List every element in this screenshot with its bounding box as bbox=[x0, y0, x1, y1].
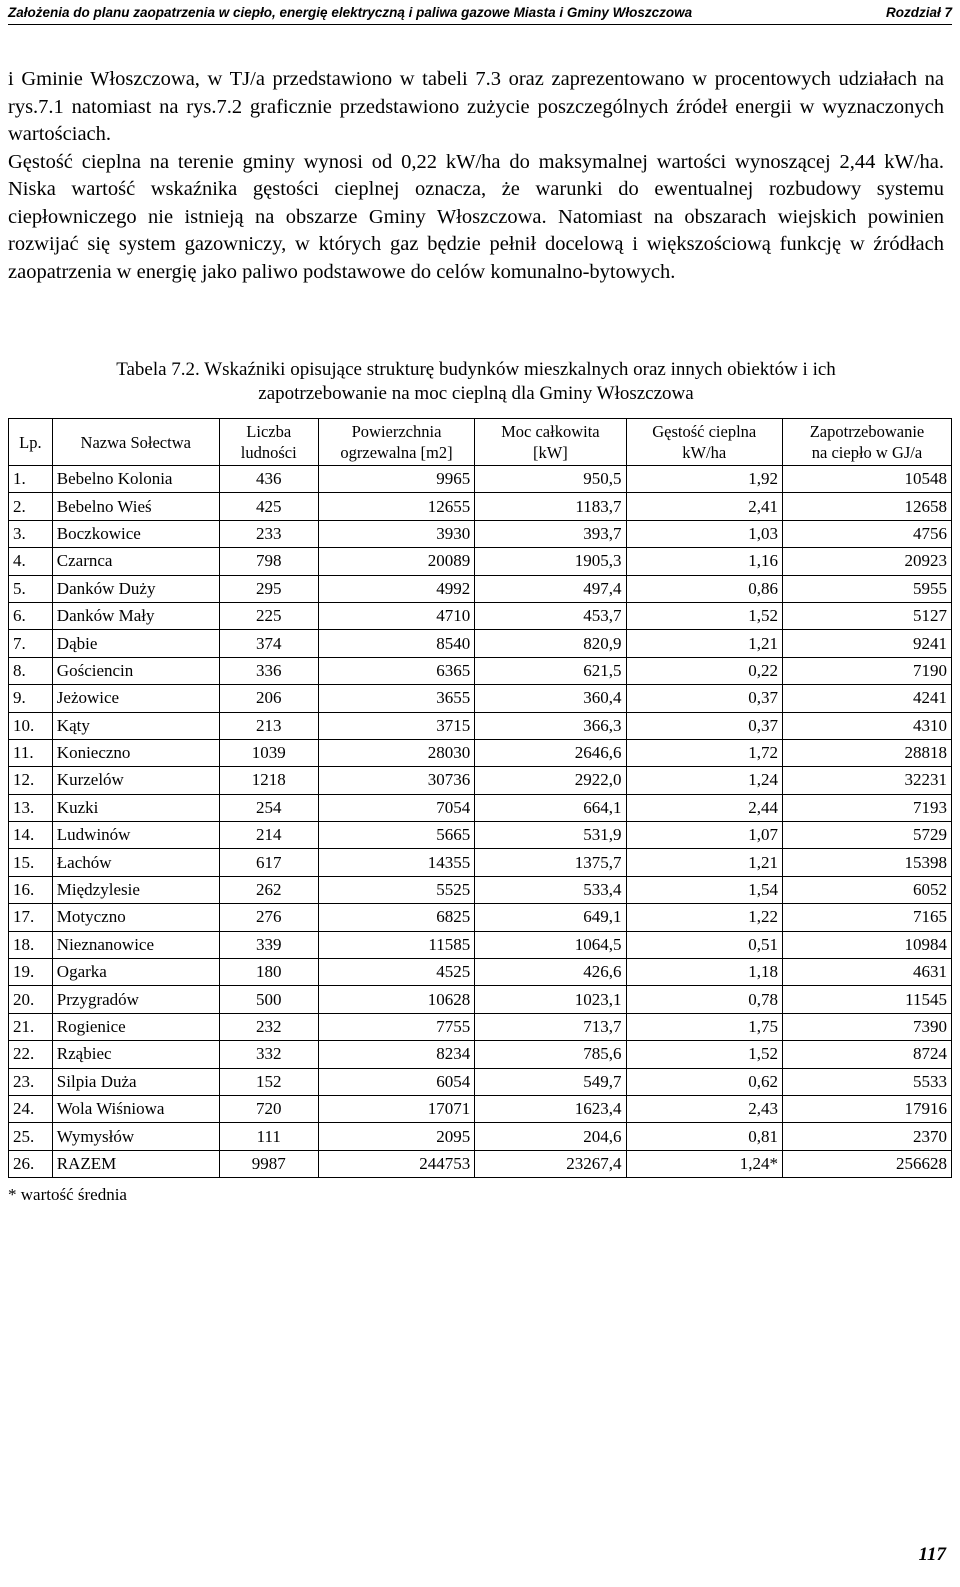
cell-density: 1,16 bbox=[626, 548, 782, 575]
table-row bbox=[9, 959, 952, 986]
table-row bbox=[9, 876, 952, 903]
cell-lp: 16. bbox=[9, 876, 53, 903]
header-power-line1: Moc całkowita bbox=[501, 422, 600, 441]
cell-demand: 10548 bbox=[782, 466, 951, 493]
caption-line: Tabela 7.2. Wskaźniki opisujące strukturę budynków mieszkalnych oraz innych obiektów i ich bbox=[116, 359, 836, 380]
header-lp-label: Lp. bbox=[19, 432, 42, 452]
cell-name: Silpia Duża bbox=[52, 1068, 219, 1095]
table-row bbox=[9, 931, 952, 958]
cell-name: Danków Mały bbox=[52, 602, 219, 629]
cell-demand: 2370 bbox=[782, 1123, 951, 1150]
cell-area: 5665 bbox=[318, 822, 474, 849]
cell-name: Motyczno bbox=[52, 904, 219, 931]
cell-population: 206 bbox=[219, 685, 318, 712]
header-power bbox=[475, 419, 626, 466]
cell-population: 798 bbox=[219, 548, 318, 575]
header-name-label: Nazwa Sołectwa bbox=[80, 432, 191, 452]
table-row bbox=[9, 575, 952, 602]
cell-demand: 4756 bbox=[782, 520, 951, 547]
cell-density: 0,51 bbox=[626, 931, 782, 958]
header-area-line1: Powierzchnia bbox=[351, 422, 442, 441]
header-area bbox=[318, 419, 474, 466]
cell-lp: 26. bbox=[9, 1150, 53, 1177]
cell-lp: 21. bbox=[9, 1013, 53, 1040]
cell-lp: 15. bbox=[9, 849, 53, 876]
cell-area: 8234 bbox=[318, 1041, 474, 1068]
cell-lp: 5. bbox=[9, 575, 53, 602]
cell-population: 9987 bbox=[219, 1150, 318, 1177]
cell-power: 426,6 bbox=[475, 959, 626, 986]
cell-density: 1,18 bbox=[626, 959, 782, 986]
cell-density: 1,03 bbox=[626, 520, 782, 547]
cell-demand: 15398 bbox=[782, 849, 951, 876]
table-row bbox=[9, 822, 952, 849]
cell-demand: 12658 bbox=[782, 493, 951, 520]
cell-lp: 22. bbox=[9, 1041, 53, 1068]
cell-lp: 17. bbox=[9, 904, 53, 931]
cell-population: 232 bbox=[219, 1013, 318, 1040]
cell-demand: 7165 bbox=[782, 904, 951, 931]
cell-power: 531,9 bbox=[475, 822, 626, 849]
table-row bbox=[9, 1041, 952, 1068]
table-row bbox=[9, 657, 952, 684]
cell-demand: 5533 bbox=[782, 1068, 951, 1095]
cell-area: 6825 bbox=[318, 904, 474, 931]
cell-lp: 11. bbox=[9, 739, 53, 766]
cell-name: Rząbiec bbox=[52, 1041, 219, 1068]
cell-area: 4525 bbox=[318, 959, 474, 986]
cell-area: 5525 bbox=[318, 876, 474, 903]
cell-demand: 28818 bbox=[782, 739, 951, 766]
table-row bbox=[9, 986, 952, 1013]
cell-demand: 5729 bbox=[782, 822, 951, 849]
cell-name: Wola Wiśniowa bbox=[52, 1095, 219, 1122]
cell-power: 2922,0 bbox=[475, 767, 626, 794]
cell-density: 0,86 bbox=[626, 575, 782, 602]
cell-power: 453,7 bbox=[475, 602, 626, 629]
cell-power: 1375,7 bbox=[475, 849, 626, 876]
cell-population: 262 bbox=[219, 876, 318, 903]
cell-area: 12655 bbox=[318, 493, 474, 520]
cell-density: 0,22 bbox=[626, 657, 782, 684]
cell-demand: 32231 bbox=[782, 767, 951, 794]
page-header bbox=[8, 0, 952, 25]
cell-density: 1,52 bbox=[626, 1041, 782, 1068]
table-row bbox=[9, 794, 952, 821]
cell-lp: 2. bbox=[9, 493, 53, 520]
cell-demand: 7193 bbox=[782, 794, 951, 821]
table-row bbox=[9, 904, 952, 931]
cell-population: 339 bbox=[219, 931, 318, 958]
page-number: 117 bbox=[918, 1544, 946, 1565]
cell-density: 0,37 bbox=[626, 685, 782, 712]
paragraph: i Gminie Włoszczowa, w TJ/a przedstawiono w tabeli 7.3 oraz zaprezentowano w procentowych udziałach na rys.7.1 natomiast na rys.7.2 graficznie przedstawiono zużycie poszczególnych źródeł energii w wyznaczonych wartościach. bbox=[8, 68, 944, 145]
cell-power: 360,4 bbox=[475, 685, 626, 712]
header-population-line2: ludności bbox=[240, 443, 297, 462]
cell-power: 785,6 bbox=[475, 1041, 626, 1068]
cell-name: Nieznanowice bbox=[52, 931, 219, 958]
cell-name: Bebelno Kolonia bbox=[52, 466, 219, 493]
cell-area: 10628 bbox=[318, 986, 474, 1013]
table-row bbox=[9, 1013, 952, 1040]
cell-demand: 9241 bbox=[782, 630, 951, 657]
header-density bbox=[626, 419, 782, 466]
cell-demand: 4631 bbox=[782, 959, 951, 986]
cell-density: 2,43 bbox=[626, 1095, 782, 1122]
cell-power: 204,6 bbox=[475, 1123, 626, 1150]
cell-name: Konieczno bbox=[52, 739, 219, 766]
cell-density: 1,21 bbox=[626, 630, 782, 657]
cell-population: 276 bbox=[219, 904, 318, 931]
cell-density: 0,37 bbox=[626, 712, 782, 739]
cell-power: 2646,6 bbox=[475, 739, 626, 766]
cell-area: 30736 bbox=[318, 767, 474, 794]
header-lp bbox=[9, 419, 53, 466]
table-row bbox=[9, 602, 952, 629]
cell-name: Bebelno Wieś bbox=[52, 493, 219, 520]
cell-demand: 256628 bbox=[782, 1150, 951, 1177]
cell-population: 214 bbox=[219, 822, 318, 849]
cell-area: 14355 bbox=[318, 849, 474, 876]
cell-area: 17071 bbox=[318, 1095, 474, 1122]
cell-power: 621,5 bbox=[475, 657, 626, 684]
cell-population: 1039 bbox=[219, 739, 318, 766]
cell-population: 374 bbox=[219, 630, 318, 657]
table-row bbox=[9, 1123, 952, 1150]
cell-area: 20089 bbox=[318, 548, 474, 575]
cell-lp: 24. bbox=[9, 1095, 53, 1122]
cell-population: 617 bbox=[219, 849, 318, 876]
cell-name: Jeżowice bbox=[52, 685, 219, 712]
cell-lp: 4. bbox=[9, 548, 53, 575]
header-density-line1: Gęstość cieplna bbox=[652, 422, 757, 441]
cell-density: 0,81 bbox=[626, 1123, 782, 1150]
cell-demand: 20923 bbox=[782, 548, 951, 575]
header-power-line2: [kW] bbox=[532, 443, 568, 462]
cell-lp: 19. bbox=[9, 959, 53, 986]
cell-lp: 7. bbox=[9, 630, 53, 657]
table-row bbox=[9, 1095, 952, 1122]
table-row bbox=[9, 739, 952, 766]
cell-demand: 8724 bbox=[782, 1041, 951, 1068]
cell-power: 820,9 bbox=[475, 630, 626, 657]
table-row bbox=[9, 685, 952, 712]
cell-density: 1,24 bbox=[626, 767, 782, 794]
cell-name: Boczkowice bbox=[52, 520, 219, 547]
cell-power: 497,4 bbox=[475, 575, 626, 602]
cell-area: 2095 bbox=[318, 1123, 474, 1150]
cell-population: 1218 bbox=[219, 767, 318, 794]
cell-area: 3930 bbox=[318, 520, 474, 547]
cell-density: 1,21 bbox=[626, 849, 782, 876]
table-row bbox=[9, 1150, 952, 1177]
cell-name: Czarnca bbox=[52, 548, 219, 575]
cell-name: Danków Duży bbox=[52, 575, 219, 602]
cell-name: Kurzelów bbox=[52, 767, 219, 794]
cell-population: 336 bbox=[219, 657, 318, 684]
cell-density: 1,72 bbox=[626, 739, 782, 766]
cell-area: 4992 bbox=[318, 575, 474, 602]
cell-population: 436 bbox=[219, 466, 318, 493]
cell-area: 3655 bbox=[318, 685, 474, 712]
header-population-line1: Liczba bbox=[246, 422, 292, 441]
caption-line: zapotrzebowanie na moc cieplną dla Gminy Włoszczowa bbox=[258, 383, 694, 404]
cell-name: Kuzki bbox=[52, 794, 219, 821]
cell-power: 664,1 bbox=[475, 794, 626, 821]
chapter-label: Rozdział 7 bbox=[885, 4, 952, 20]
cell-lp: 9. bbox=[9, 685, 53, 712]
footnote: * wartość średnia bbox=[8, 1185, 127, 1204]
table-row bbox=[9, 849, 952, 876]
cell-area: 28030 bbox=[318, 739, 474, 766]
cell-area: 6054 bbox=[318, 1068, 474, 1095]
cell-population: 295 bbox=[219, 575, 318, 602]
cell-name: Dąbie bbox=[52, 630, 219, 657]
cell-power: 366,3 bbox=[475, 712, 626, 739]
cell-area: 4710 bbox=[318, 602, 474, 629]
table-row bbox=[9, 520, 952, 547]
cell-lp: 12. bbox=[9, 767, 53, 794]
cell-population: 213 bbox=[219, 712, 318, 739]
cell-power: 393,7 bbox=[475, 520, 626, 547]
table-row bbox=[9, 630, 952, 657]
cell-power: 649,1 bbox=[475, 904, 626, 931]
cell-power: 23267,4 bbox=[475, 1150, 626, 1177]
cell-density: 1,92 bbox=[626, 466, 782, 493]
cell-lp: 3. bbox=[9, 520, 53, 547]
cell-lp: 1. bbox=[9, 466, 53, 493]
cell-power: 950,5 bbox=[475, 466, 626, 493]
cell-demand: 5127 bbox=[782, 602, 951, 629]
cell-density: 2,44 bbox=[626, 794, 782, 821]
cell-area: 244753 bbox=[318, 1150, 474, 1177]
header-demand bbox=[782, 419, 951, 466]
cell-demand: 4310 bbox=[782, 712, 951, 739]
cell-name: Gościencin bbox=[52, 657, 219, 684]
cell-name: Kąty bbox=[52, 712, 219, 739]
cell-population: 500 bbox=[219, 986, 318, 1013]
cell-name: RAZEM bbox=[52, 1150, 219, 1177]
cell-density: 1,22 bbox=[626, 904, 782, 931]
cell-density: 1,07 bbox=[626, 822, 782, 849]
cell-area: 7054 bbox=[318, 794, 474, 821]
cell-power: 1183,7 bbox=[475, 493, 626, 520]
cell-density: 1,24* bbox=[626, 1150, 782, 1177]
cell-demand: 6052 bbox=[782, 876, 951, 903]
cell-population: 332 bbox=[219, 1041, 318, 1068]
header-population bbox=[219, 419, 318, 466]
cell-density: 1,52 bbox=[626, 602, 782, 629]
cell-name: Ludwinów bbox=[52, 822, 219, 849]
cell-demand: 5955 bbox=[782, 575, 951, 602]
cell-lp: 23. bbox=[9, 1068, 53, 1095]
table-row bbox=[9, 548, 952, 575]
table-caption bbox=[8, 358, 944, 406]
cell-lp: 20. bbox=[9, 986, 53, 1013]
cell-lp: 25. bbox=[9, 1123, 53, 1150]
cell-population: 111 bbox=[219, 1123, 318, 1150]
cell-name: Wymysłów bbox=[52, 1123, 219, 1150]
header-area-line2: ogrzewalna [m2] bbox=[340, 443, 453, 462]
cell-population: 254 bbox=[219, 794, 318, 821]
cell-lp: 6. bbox=[9, 602, 53, 629]
cell-area: 7755 bbox=[318, 1013, 474, 1040]
cell-name: Łachów bbox=[52, 849, 219, 876]
cell-population: 152 bbox=[219, 1068, 318, 1095]
cell-demand: 17916 bbox=[782, 1095, 951, 1122]
cell-population: 180 bbox=[219, 959, 318, 986]
cell-power: 713,7 bbox=[475, 1013, 626, 1040]
table-row bbox=[9, 767, 952, 794]
table-row bbox=[9, 712, 952, 739]
cell-area: 8540 bbox=[318, 630, 474, 657]
cell-power: 1623,4 bbox=[475, 1095, 626, 1122]
cell-area: 6365 bbox=[318, 657, 474, 684]
cell-name: Międzylesie bbox=[52, 876, 219, 903]
cell-name: Ogarka bbox=[52, 959, 219, 986]
cell-lp: 10. bbox=[9, 712, 53, 739]
cell-demand: 4241 bbox=[782, 685, 951, 712]
header-name bbox=[52, 419, 219, 466]
cell-area: 11585 bbox=[318, 931, 474, 958]
cell-name: Rogienice bbox=[52, 1013, 219, 1040]
cell-population: 233 bbox=[219, 520, 318, 547]
cell-density: 0,78 bbox=[626, 986, 782, 1013]
cell-density: 2,41 bbox=[626, 493, 782, 520]
cell-demand: 11545 bbox=[782, 986, 951, 1013]
cell-density: 1,54 bbox=[626, 876, 782, 903]
cell-power: 1905,3 bbox=[475, 548, 626, 575]
table-row bbox=[9, 1068, 952, 1095]
table-row bbox=[9, 466, 952, 493]
cell-lp: 18. bbox=[9, 931, 53, 958]
header-demand-line1: Zapotrzebowanie bbox=[809, 422, 925, 441]
cell-power: 1064,5 bbox=[475, 931, 626, 958]
cell-area: 3715 bbox=[318, 712, 474, 739]
cell-area: 9965 bbox=[318, 466, 474, 493]
cell-demand: 10984 bbox=[782, 931, 951, 958]
cell-demand: 7190 bbox=[782, 657, 951, 684]
header-demand-line2: na ciepło w GJ/a bbox=[811, 443, 923, 462]
body-text bbox=[8, 66, 944, 286]
document-title: Założenia do planu zaopatrzenia w ciepło, energię elektryczną i paliwa gazowe Miasta i Gminy Włoszczowa bbox=[8, 4, 693, 20]
cell-population: 225 bbox=[219, 602, 318, 629]
cell-lp: 14. bbox=[9, 822, 53, 849]
cell-power: 533,4 bbox=[475, 876, 626, 903]
cell-lp: 8. bbox=[9, 657, 53, 684]
cell-power: 549,7 bbox=[475, 1068, 626, 1095]
cell-density: 0,62 bbox=[626, 1068, 782, 1095]
cell-power: 1023,1 bbox=[475, 986, 626, 1013]
cell-population: 425 bbox=[219, 493, 318, 520]
table-header-row bbox=[9, 419, 952, 466]
heat-demand-table bbox=[8, 418, 952, 1178]
table-row bbox=[9, 493, 952, 520]
paragraph: Gęstość cieplna na terenie gminy wynosi od 0,22 kW/ha do maksymalnej wartości wynoszącej 2,44 kW/ha. Niska wartość wskaźnika gęstości cieplnej oznacza, że warunki do ewentualnej rozbudowy systemu ciepłowniczego nie istnieją na obszarze Gminy Włoszczowa. Natomiast na obszarach wiejskich powinien rozwijać się system gazowniczy, w których gaz będzie pełnił docelową i większościową funkcję w źródłach zaopatrzenia w energię jako paliwo podstawowe do celów komunalno-bytowych. bbox=[8, 150, 944, 283]
cell-name: Przygradów bbox=[52, 986, 219, 1013]
table-body bbox=[9, 466, 952, 1178]
header-density-line2: kW/ha bbox=[682, 443, 727, 462]
cell-lp: 13. bbox=[9, 794, 53, 821]
cell-density: 1,75 bbox=[626, 1013, 782, 1040]
cell-demand: 7390 bbox=[782, 1013, 951, 1040]
cell-population: 720 bbox=[219, 1095, 318, 1122]
